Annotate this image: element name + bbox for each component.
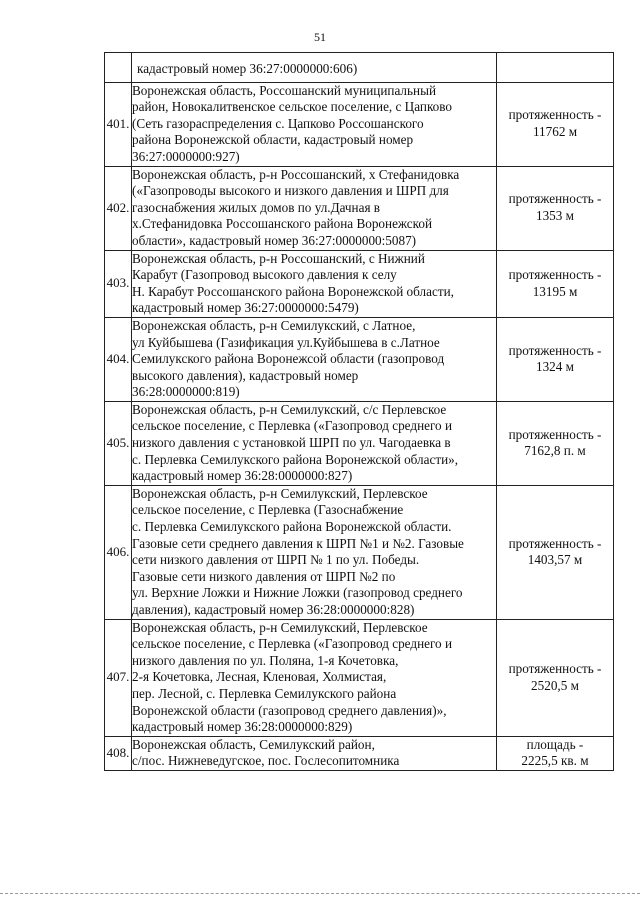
object-measure-cell: [497, 401, 614, 485]
table-row: [105, 250, 614, 317]
object-measure-cell: [497, 736, 614, 770]
description-line: низкого давления с установкой ШРП по ул. Чагодаевка в: [132, 435, 451, 451]
description-line: Воронежская область, р-н Россошанский, с Нижний: [132, 250, 425, 266]
object-measure-cell: [497, 53, 614, 83]
description-line: 2-я Кочетовка, Лесная, Кленовая, Холмистая,: [132, 669, 387, 685]
measure-line: 2520,5 м: [531, 677, 579, 693]
description-line: газоснабжения жилых домов по ул.Дачная в: [132, 199, 381, 215]
description-line: сельское поселение, с Перлевка («Газопровод среднего и: [132, 418, 453, 434]
description-line: Н. Карабут Россошанского района Воронежской области,: [132, 283, 454, 299]
measure-line: 1403,57 м: [527, 552, 583, 568]
description-line: («Газопроводы высокого и низкого давления и ШРП для: [132, 183, 449, 199]
description-line: Карабут (Газопровод высокого давления к селу: [132, 267, 397, 283]
measure-line: протяженность -: [508, 267, 602, 283]
object-measure-cell: [497, 166, 614, 250]
row-number-cell: 404.: [105, 317, 132, 401]
measure-line: площадь -: [526, 736, 584, 752]
description-line: Воронежская область, р-н Семилукский, с/с Перлевское: [132, 401, 447, 417]
description-line: давления), кадастровый номер 36:28:0000000:828): [132, 602, 415, 617]
description-line: с/пос. Нижневедугское, пос. Гослесопитомника: [132, 753, 400, 769]
row-number-cell: 401.: [105, 82, 132, 166]
property-registry-table: [104, 52, 614, 771]
description-line: кадастровый номер 36:27:0000000:5479): [132, 300, 359, 316]
description-line: 36:27:0000000:927): [132, 148, 240, 164]
description-line: Газовые сети низкого давления от ШРП №2 по: [132, 568, 396, 584]
object-measure-cell: [497, 619, 614, 736]
description-line: (Сеть газораспределения с. Цапково Россошанского: [132, 115, 424, 131]
description-line: х.Стефанидовка Россошанского района Воронежской: [132, 216, 433, 232]
object-description-cell: [132, 619, 497, 736]
page-bottom-edge: [0, 893, 640, 894]
object-description-cell: [132, 53, 497, 83]
row-number-cell: 406.: [105, 485, 132, 619]
table-row: [105, 401, 614, 485]
row-number-cell: 402.: [105, 166, 132, 250]
row-number-cell: 407.: [105, 619, 132, 736]
measure-line: 2225,5 кв. м: [521, 753, 589, 769]
description-line: Воронежская область, Семилукский район,: [132, 736, 375, 752]
object-measure-cell: [497, 250, 614, 317]
description-line: сельское поселение, с Перлевка («Газопровод среднего и: [132, 636, 453, 652]
description-line: области», кадастровый номер 36:27:0000000:5087): [132, 232, 417, 248]
measure-line: протяженность -: [508, 107, 602, 123]
table-row: [105, 82, 614, 166]
row-number-cell: 405.: [105, 401, 132, 485]
description-line: пер. Лесной, с. Перлевка Семилукского района: [132, 685, 397, 701]
object-description-cell: [132, 736, 497, 770]
object-description-cell: [132, 485, 497, 619]
description-line: район, Новокалитвенское сельское поселение, с Цапково: [132, 99, 453, 115]
table-row: [105, 619, 614, 736]
description-line: сети низкого давления от ШРП № 1 по ул. Победы.: [132, 552, 420, 568]
description-line: ул Куйбышева (Газификация ул.Куйбышева в с.Латное: [132, 334, 440, 350]
object-description-cell: [132, 166, 497, 250]
description-line: 36:28:0000000:819): [132, 384, 240, 400]
measure-line: протяженность -: [508, 661, 602, 677]
row-number-cell: 403.: [105, 250, 132, 317]
measure-line: 1353 м: [535, 208, 575, 224]
row-number-cell: [105, 53, 132, 83]
description-line: Воронежская область, р-н Россошанский, х Стефанидовка: [132, 166, 460, 182]
table-row: [105, 166, 614, 250]
table-row: [105, 53, 614, 83]
object-description-cell: [132, 317, 497, 401]
description-line: ул. Верхние Ложки и Нижние Ложки (газопровод среднего: [132, 585, 463, 601]
object-measure-cell: [497, 82, 614, 166]
measure-line: протяженность -: [508, 342, 602, 358]
object-description-cell: [132, 82, 497, 166]
table-row: [105, 317, 614, 401]
measure-line: протяженность -: [508, 535, 602, 551]
description-line: Воронежская область, р-н Семилукский, Перлевское: [132, 619, 428, 635]
row-number-cell: 408.: [105, 736, 132, 770]
description-line: Воронежская область, р-н Семилукский, Перлевское: [132, 485, 428, 501]
measure-line: протяженность -: [508, 426, 602, 442]
description-line: района Воронежской области, кадастровый номер: [132, 132, 414, 148]
measure-line: 1324 м: [535, 359, 575, 375]
table-row: [105, 485, 614, 619]
description-line: с. Перлевка Семилукского района Воронежской области»,: [132, 451, 459, 467]
description-line: высокого давления), кадастровый номер: [132, 367, 359, 383]
description-line: Воронежская область, Россошанский муниципальный: [132, 82, 437, 98]
description-line: низкого давления по ул. Поляна, 1-я Кочетовка,: [132, 652, 399, 668]
object-description-cell: [132, 250, 497, 317]
table-row: [105, 736, 614, 770]
description-line: кадастровый номер 36:28:0000000:827): [132, 468, 353, 484]
object-description-cell: [132, 401, 497, 485]
measure-line: 11762 м: [532, 124, 578, 140]
registry-table-body: [105, 53, 614, 771]
description-line: с. Перлевка Семилукского района Воронежской области.: [132, 519, 452, 535]
description-line: кадастровый номер 36:28:0000000:829): [132, 719, 353, 735]
description-line: Семилукского района Воронежсой области (газопровод: [132, 351, 445, 367]
measure-line: протяженность -: [508, 191, 602, 207]
measure-line: 13195 м: [532, 283, 578, 299]
description-line: сельское поселение, с Перлевка (Газоснабжение: [132, 502, 404, 518]
description-line: Воронежская область, р-н Семилукский, с Латное,: [132, 317, 416, 333]
measure-line: 7162,8 п. м: [524, 443, 586, 459]
description-line: кадастровый номер 36:27:0000000:606): [137, 61, 358, 76]
description-line: Воронежской области (газопровод среднего давления)»,: [132, 702, 447, 718]
page-number: 51: [314, 30, 326, 44]
object-measure-cell: [497, 485, 614, 619]
description-line: Газовые сети среднего давления к ШРП №1 и №2. Газовые: [132, 535, 464, 551]
object-measure-cell: [497, 317, 614, 401]
